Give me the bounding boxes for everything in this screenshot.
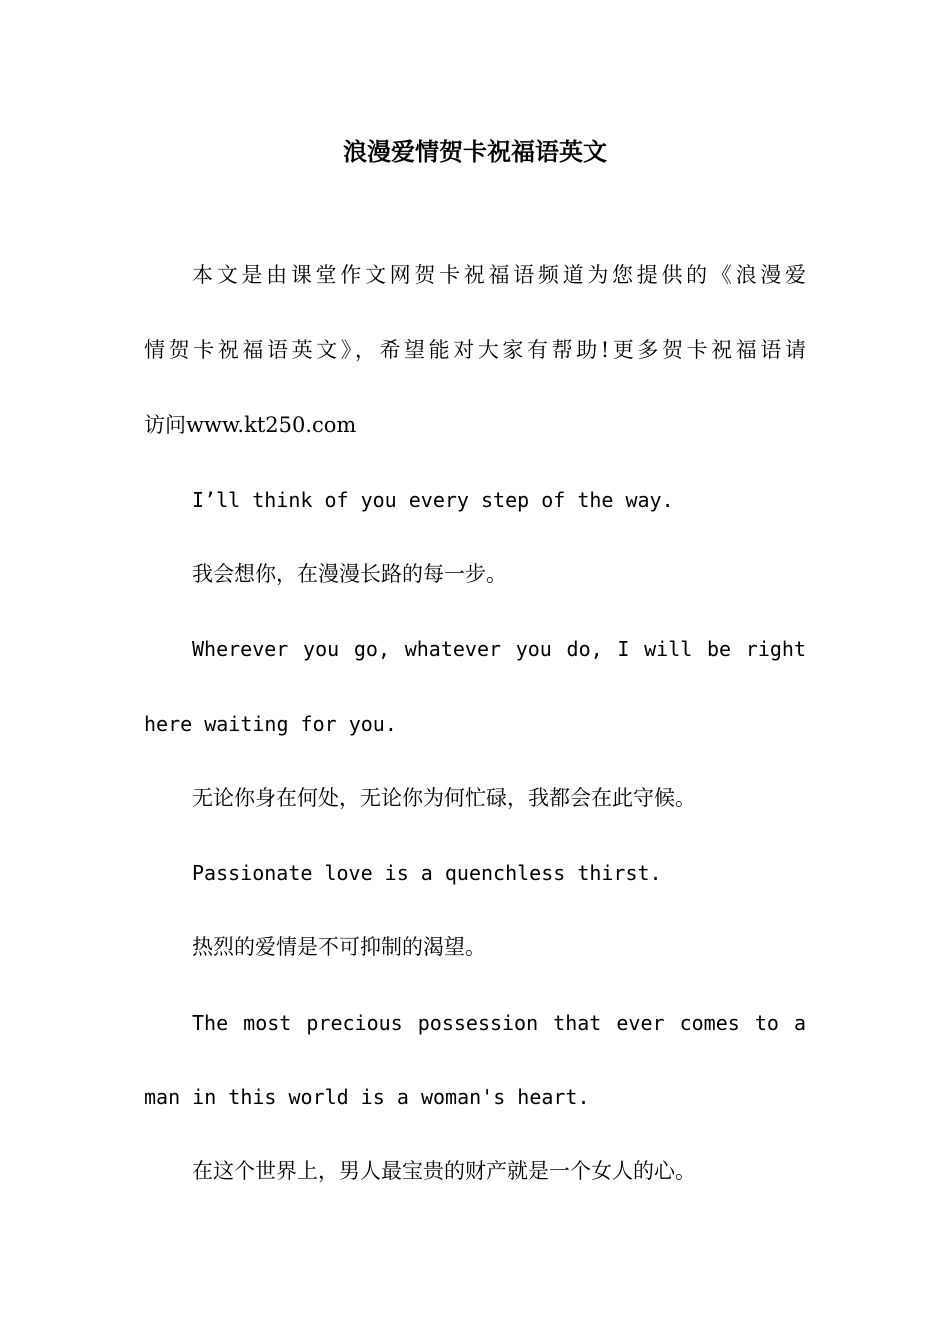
- english-sentence-cont: man in this world is a woman's heart.: [144, 1085, 590, 1109]
- english-sentence-cont: here waiting for you.: [144, 712, 397, 736]
- chinese-translation: 在这个世界上，男人最宝贵的财产就是一个女人的心。: [192, 1159, 696, 1183]
- chinese-translation: 热烈的爱情是不可抑制的渴望。: [192, 935, 486, 959]
- intro-line-2: 情贺卡祝福语英文》，希望能对大家有帮助!更多贺卡祝福语请: [144, 338, 806, 362]
- chinese-translation: 我会想你，在漫漫长路的每一步。: [192, 562, 507, 586]
- english-sentence: Wherever you go, whatever you do, I will be right: [192, 637, 806, 661]
- document-title: 浪漫爱情贺卡祝福语英文: [343, 137, 607, 166]
- intro-line-1: 本文是由课堂作文网贺卡祝福语频道为您提供的《浪漫爱: [192, 263, 806, 287]
- intro-line-3: 访问www.kt250.com: [144, 413, 357, 437]
- english-sentence: Passionate love is a quenchless thirst.: [192, 861, 662, 885]
- chinese-translation: 无论你身在何处，无论你为何忙碌，我都会在此守候。: [192, 786, 696, 810]
- english-sentence: I’ll think of you every step of the way.: [192, 488, 674, 512]
- english-sentence: The most precious possession that ever comes to a: [192, 1011, 806, 1035]
